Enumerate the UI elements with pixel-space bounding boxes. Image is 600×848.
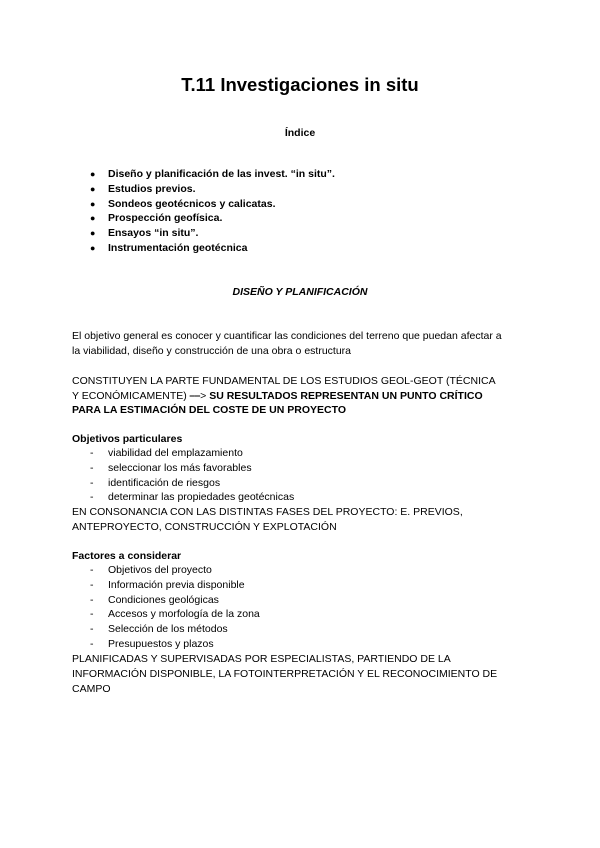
bullet-icon: ● xyxy=(90,242,96,253)
objectives-list xyxy=(90,446,294,505)
fundamental-line-2: Y ECONÓMICAMENTE) ⎯⎯> SU RESULTADOS REPRESENTAN UN PUNTO CRÍTICO xyxy=(72,390,483,402)
list-item: - seleccionar los más favorables xyxy=(90,461,252,474)
toc-item: ● Sondeos geotécnicos y calicatas. xyxy=(90,197,276,210)
list-item: - Accesos y morfología de la zona xyxy=(90,608,260,621)
fundamental-line-1: CONSTITUYEN LA PARTE FUNDAMENTAL DE LOS ESTUDIOS GEOL-GEOT (TÉCNICA xyxy=(72,375,496,387)
list-item: - Información previa disponible xyxy=(90,578,245,591)
factors-list xyxy=(90,563,260,652)
list-item: - viabilidad del emplazamiento xyxy=(90,447,243,459)
page-title: T.11 Investigaciones in situ xyxy=(181,74,419,95)
intro-line-2: la viabilidad, diseño y construcción de una obra o estructura xyxy=(72,345,351,357)
factors-note-line-1: PLANIFICADAS Y SUPERVISADAS POR ESPECIALISTAS, PARTIENDO DE LA xyxy=(72,653,451,665)
list-item: - Presupuestos y plazos xyxy=(90,637,214,650)
factors-note-line-3: CAMPO xyxy=(72,683,111,695)
toc-item: ● Estudios previos. xyxy=(90,182,196,195)
objectives-note-line-1: EN CONSONANCIA CON LAS DISTINTAS FASES DEL PROYECTO: E. PREVIOS, xyxy=(72,506,463,518)
list-item: - identificación de riesgos xyxy=(90,476,221,489)
list-item: - Selección de los métodos xyxy=(90,623,228,636)
list-item: - Objetivos del proyecto xyxy=(90,564,212,576)
list-item: - determinar las propiedades geotécnicas xyxy=(90,491,295,504)
bullet-icon: ● xyxy=(90,213,96,224)
fundamental-line-3: PARA LA ESTIMACIÓN DEL COSTE DE UN PROYECTO xyxy=(72,404,346,416)
factors-heading: Factores a considerar xyxy=(72,550,182,562)
bullet-icon: ● xyxy=(90,183,96,194)
intro-line-1: El objetivo general es conocer y cuantificar las condiciones del terreno que puedan afectar a xyxy=(72,330,502,342)
bullet-icon: ● xyxy=(90,228,96,239)
list-item: - Condiciones geológicas xyxy=(90,593,219,606)
objectives-note-line-2: ANTEPROYECTO, CONSTRUCCIÓN Y EXPLOTACIÓN xyxy=(72,521,337,533)
index-heading: Índice xyxy=(284,127,316,139)
toc-item: ● Prospección geofísica. xyxy=(90,212,223,225)
table-of-contents xyxy=(90,167,335,256)
bullet-icon: ● xyxy=(90,198,96,209)
bullet-icon: ● xyxy=(90,169,96,179)
section-heading: DISEÑO Y PLANIFICACIÓN xyxy=(232,286,368,298)
objectives-heading: Objetivos particulares xyxy=(72,433,183,445)
toc-item: ● Diseño y planificación de las invest. “in situ”. xyxy=(90,168,335,180)
factors-note-line-2: INFORMACIÓN DISPONIBLE, LA FOTOINTERPRETACIÓN Y EL RECONOCIMIENTO DE xyxy=(72,668,498,680)
toc-item: ● Ensayos “in situ”. xyxy=(90,227,199,240)
toc-item: ● Instrumentación geotécnica xyxy=(90,241,248,254)
